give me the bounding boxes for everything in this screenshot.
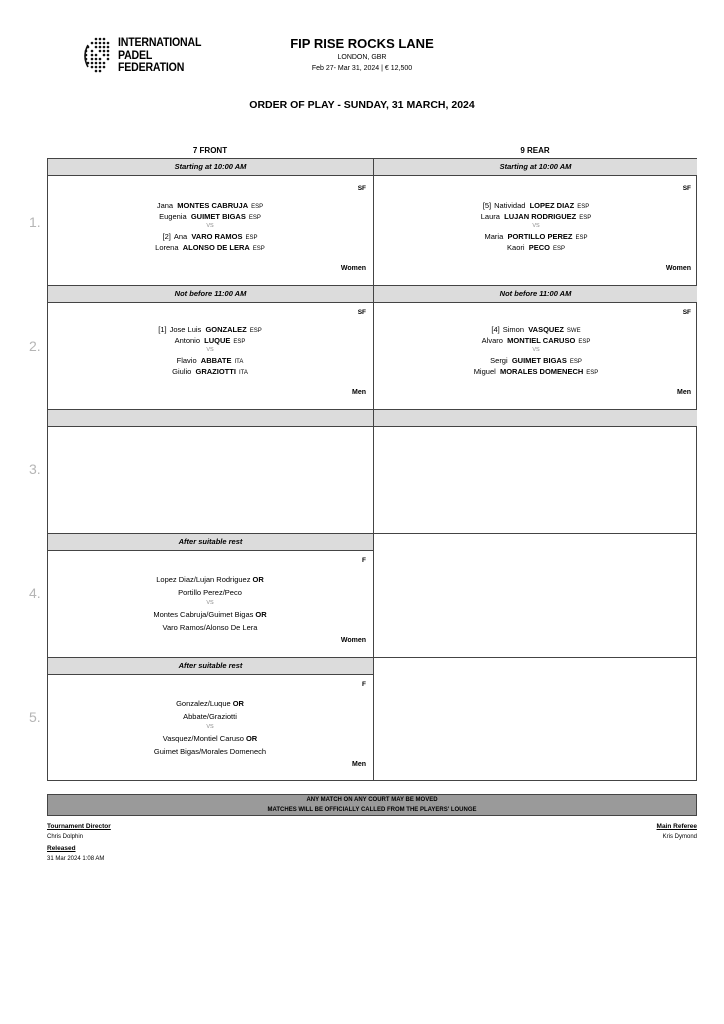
round-label: SF <box>357 185 366 192</box>
event-label: Men <box>677 389 691 396</box>
slot-bar: After suitable rest <box>48 533 373 551</box>
slot-bar: After suitable rest <box>48 657 373 675</box>
tournament-director-name: Chris Dolphin <box>47 834 84 840</box>
order-of-play-title: ORDER OF PLAY - SUNDAY, 31 MARCH, 2024 <box>249 99 475 111</box>
player: Laura LUJAN RODRIGUEZ ESP <box>480 212 592 221</box>
padel-ball-icon <box>82 36 112 76</box>
round-label: SF <box>357 309 366 316</box>
main-referee-name: Kris Dymond <box>662 834 697 840</box>
player: Lorena ALONSO DE LERA ESP <box>155 243 265 252</box>
main-referee-label: Main Referee <box>656 823 697 830</box>
match-card <box>60 573 360 634</box>
player: [4] Simon VASQUEZ SWE <box>491 325 581 334</box>
round-label: F <box>362 681 366 688</box>
player: [5] Natividad LOPEZ DIAZ ESP <box>482 201 590 210</box>
player: Flavio ABBATE ITA <box>176 356 244 365</box>
player: Giulio GRAZIOTTI ITA <box>172 367 248 376</box>
row-number: 5. <box>29 709 41 725</box>
player: Miguel MORALES DOMENECH ESP <box>473 367 599 376</box>
fip-logo <box>82 34 202 80</box>
court-divider <box>373 159 374 780</box>
vs-label: VS <box>206 600 214 606</box>
player: [2] Ana VARO RAMOS ESP <box>162 232 258 241</box>
player: Kaori PECO ESP <box>507 243 565 252</box>
pairing: Gonzalez/Luque OR <box>176 699 244 708</box>
match-card <box>60 324 360 377</box>
schedule-grid <box>47 158 697 781</box>
event-label: Women <box>665 265 691 272</box>
tournament-title: FIP RISE ROCKS LANE <box>290 36 434 51</box>
slot-bar: Starting at 10:00 AM <box>374 158 697 176</box>
event-label: Men <box>352 761 366 768</box>
event-label: Men <box>352 389 366 396</box>
pairing: Montes Cabruja/Guimet Bigas OR <box>153 610 267 619</box>
player: Maria PORTILLO PEREZ ESP <box>484 232 588 241</box>
tournament-dates: Feb 27- Mar 31, 2024 | € 12,500 <box>311 65 413 72</box>
pairing: Portillo Perez/Peco <box>178 588 242 597</box>
round-label: SF <box>682 185 691 192</box>
pairing: Abbate/Graziotti <box>183 712 237 721</box>
pairing: Guimet Bigas/Morales Domenech <box>153 747 267 756</box>
logo-wordmark: INTERNATIONAL PADEL FEDERATION <box>118 37 202 74</box>
match-card <box>386 200 686 253</box>
court-header-7-front: 7 FRONT <box>192 146 228 155</box>
row-number: 2. <box>29 338 41 354</box>
row-number: 3. <box>29 461 41 477</box>
vs-label: VS <box>206 724 214 730</box>
vs-label: VS <box>206 223 214 229</box>
released-label: Released <box>47 845 76 852</box>
slot-bar: Not before 11:00 AM <box>374 285 697 303</box>
round-label: F <box>362 557 366 564</box>
slot-bar-empty <box>48 409 373 427</box>
player: Eugenia GUIMET BIGAS ESP <box>159 212 261 221</box>
match-card <box>386 324 686 377</box>
event-label: Women <box>340 265 366 272</box>
notice-banner: ANY MATCH ON ANY COURT MAY BE MOVED MATCHES WILL BE OFFICIALLY CALLED FROM THE PLAYERS' LOUNGE <box>47 794 697 816</box>
match-card <box>60 697 360 758</box>
event-label: Women <box>340 637 366 644</box>
pairing: Vasquez/Montiel Caruso OR <box>162 734 258 743</box>
round-label: SF <box>682 309 691 316</box>
row-number: 1. <box>29 214 41 230</box>
vs-label: VS <box>532 347 540 353</box>
released-value: 31 Mar 2024 1:08 AM <box>47 856 105 862</box>
player: [1] Jose Luis GONZALEZ ESP <box>158 325 262 334</box>
match-card <box>60 200 360 253</box>
vs-label: VS <box>532 223 540 229</box>
player: Sergi GUIMET BIGAS ESP <box>490 356 582 365</box>
tournament-director-label: Tournament Director <box>47 823 111 830</box>
slot-bar: Not before 11:00 AM <box>48 285 373 303</box>
player: Jana MONTES CABRUJA ESP <box>156 201 264 210</box>
slot-bar: Starting at 10:00 AM <box>48 158 373 176</box>
slot-bar-empty <box>374 409 697 427</box>
vs-label: VS <box>206 347 214 353</box>
tournament-location: LONDON, GBR <box>337 54 387 61</box>
player: Antonio LUQUE ESP <box>174 336 246 345</box>
court-header-9-rear: 9 REAR <box>520 146 550 155</box>
player: Alvaro MONTIEL CARUSO ESP <box>481 336 591 345</box>
pairing: Varo Ramos/Alonso De Lera <box>162 623 258 632</box>
pairing: Lopez Diaz/Lujan Rodriguez OR <box>156 575 264 584</box>
tournament-header <box>262 36 462 72</box>
row-number: 4. <box>29 585 41 601</box>
